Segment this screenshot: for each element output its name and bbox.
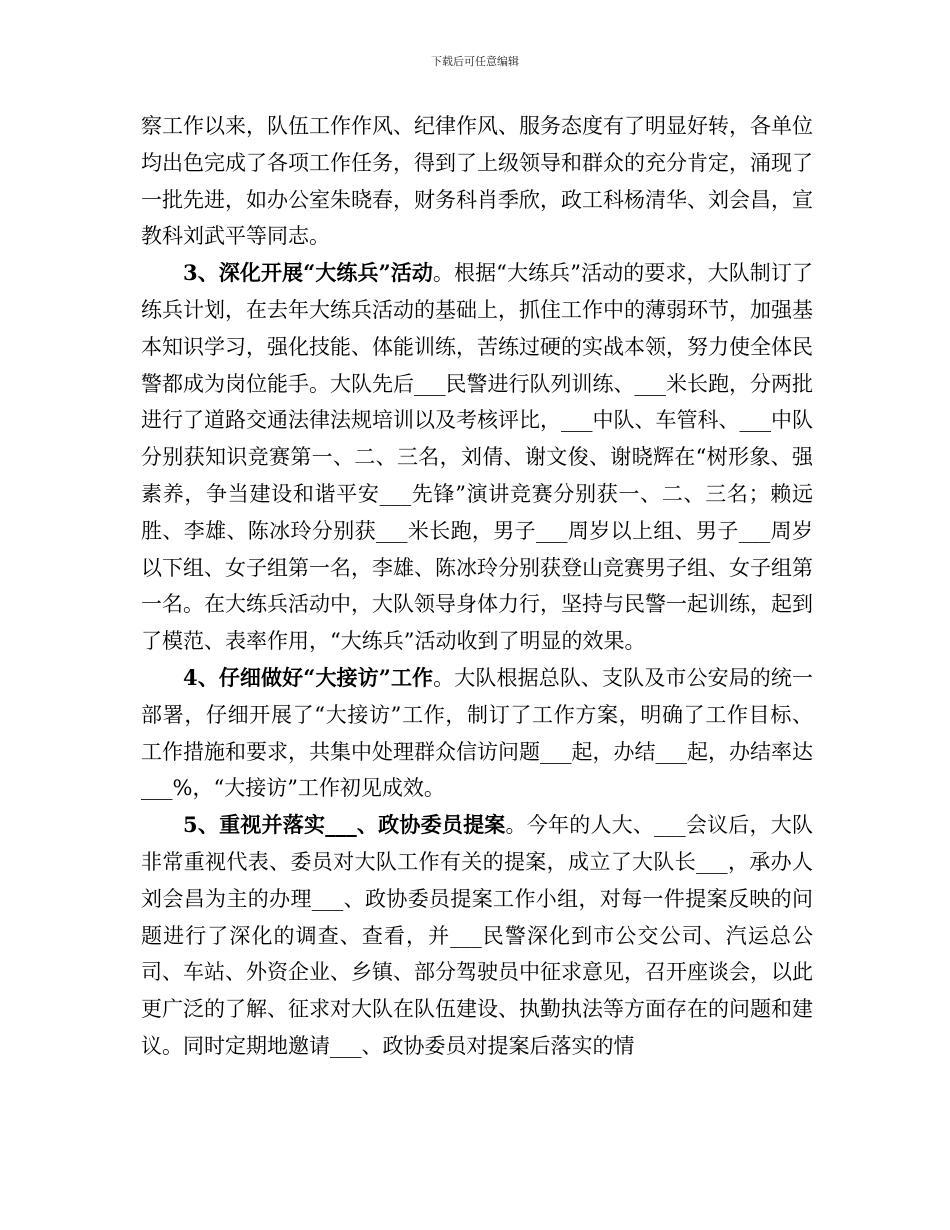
paragraph-section-3 xyxy=(141,255,813,660)
paragraph-body: 。今年的人大、___会议后，大队非常重视代表、委员对大队工作有关的提案，成立了大队长___，承办人刘会昌为主的办理___、政协委员提案工作小组，对每一件提案反映的问题进行了深化的调查、查看，并___民警深化到市公交公司、汽运总公司、车站、外资企业、乡镇、部分驾驶员中征求意见，召开座谈会，以此更广泛的了解、征求对大队在队伍建设、执勤执法等方面存在的问题和建议。同时定期地邀请___、政协委员对提案后落实的情 xyxy=(141,813,813,1058)
section-heading: 5、重视并落实___、政协委员提案 xyxy=(183,812,506,838)
paragraph-continuation xyxy=(141,108,813,255)
paragraph-section-4 xyxy=(141,660,813,807)
section-heading: 4、仔细做好“大接访”工作 xyxy=(183,664,434,690)
page-header: 下载后可任意编辑 xyxy=(431,55,519,68)
paragraph-section-5 xyxy=(141,807,813,1065)
paragraph-body: 察工作以来，队伍工作作风、纪律作风、服务态度有了明显好转，各单位均出色完成了各项工作任务，得到了上级领导和群众的充分肯定，涌现了一批先进，如办公室朱晓春，财务科肖季欣，政工科杨清华、刘会昌，宣教科刘武平等同志。 xyxy=(141,114,813,249)
paragraph-body: 。根据“大练兵”活动的要求，大队制订了练兵计划，在去年大练兵活动的基础上，抓住工作中的薄弱环节，加强基本知识学习，强化技能、体能训练，苦练过硬的实战本领，努力使全体民警都成为岗位能手。大队先后___民警进行队列训练、___米长跑，分两批进行了道路交通法律法规培训以及考核评比，___中队、车管科、___中队分别获知识竞赛第一、二、三名，刘倩、谢文俊、谢晓辉在“树形象、强素养，争当建设和谐平安___先锋”演讲竞赛分别获一、二、三名；赖远胜、李雄、陈冰玲分别获___米长跑，男子___周岁以上组、男子___周岁以下组、女子组第一名，李雄、陈冰玲分别获登山竞赛男子组、女子组第一名。在大练兵活动中，大队领导身体力行，坚持与民警一起训练，起到了模范、表率作用，“大练兵”活动收到了明显的效果。 xyxy=(141,261,813,654)
document-body xyxy=(141,108,813,1065)
section-heading: 3、深化开展“大练兵”活动 xyxy=(183,260,433,286)
paragraph-body: 。大队根据总队、支队及市公安局的统一部署，仔细开展了“大接访”工作，制订了工作方案，明确了工作目标、工作措施和要求，共集中处理群众信访问题___起，办结___起，办结率达___%，“大接访”工作初见成效。 xyxy=(141,665,813,801)
